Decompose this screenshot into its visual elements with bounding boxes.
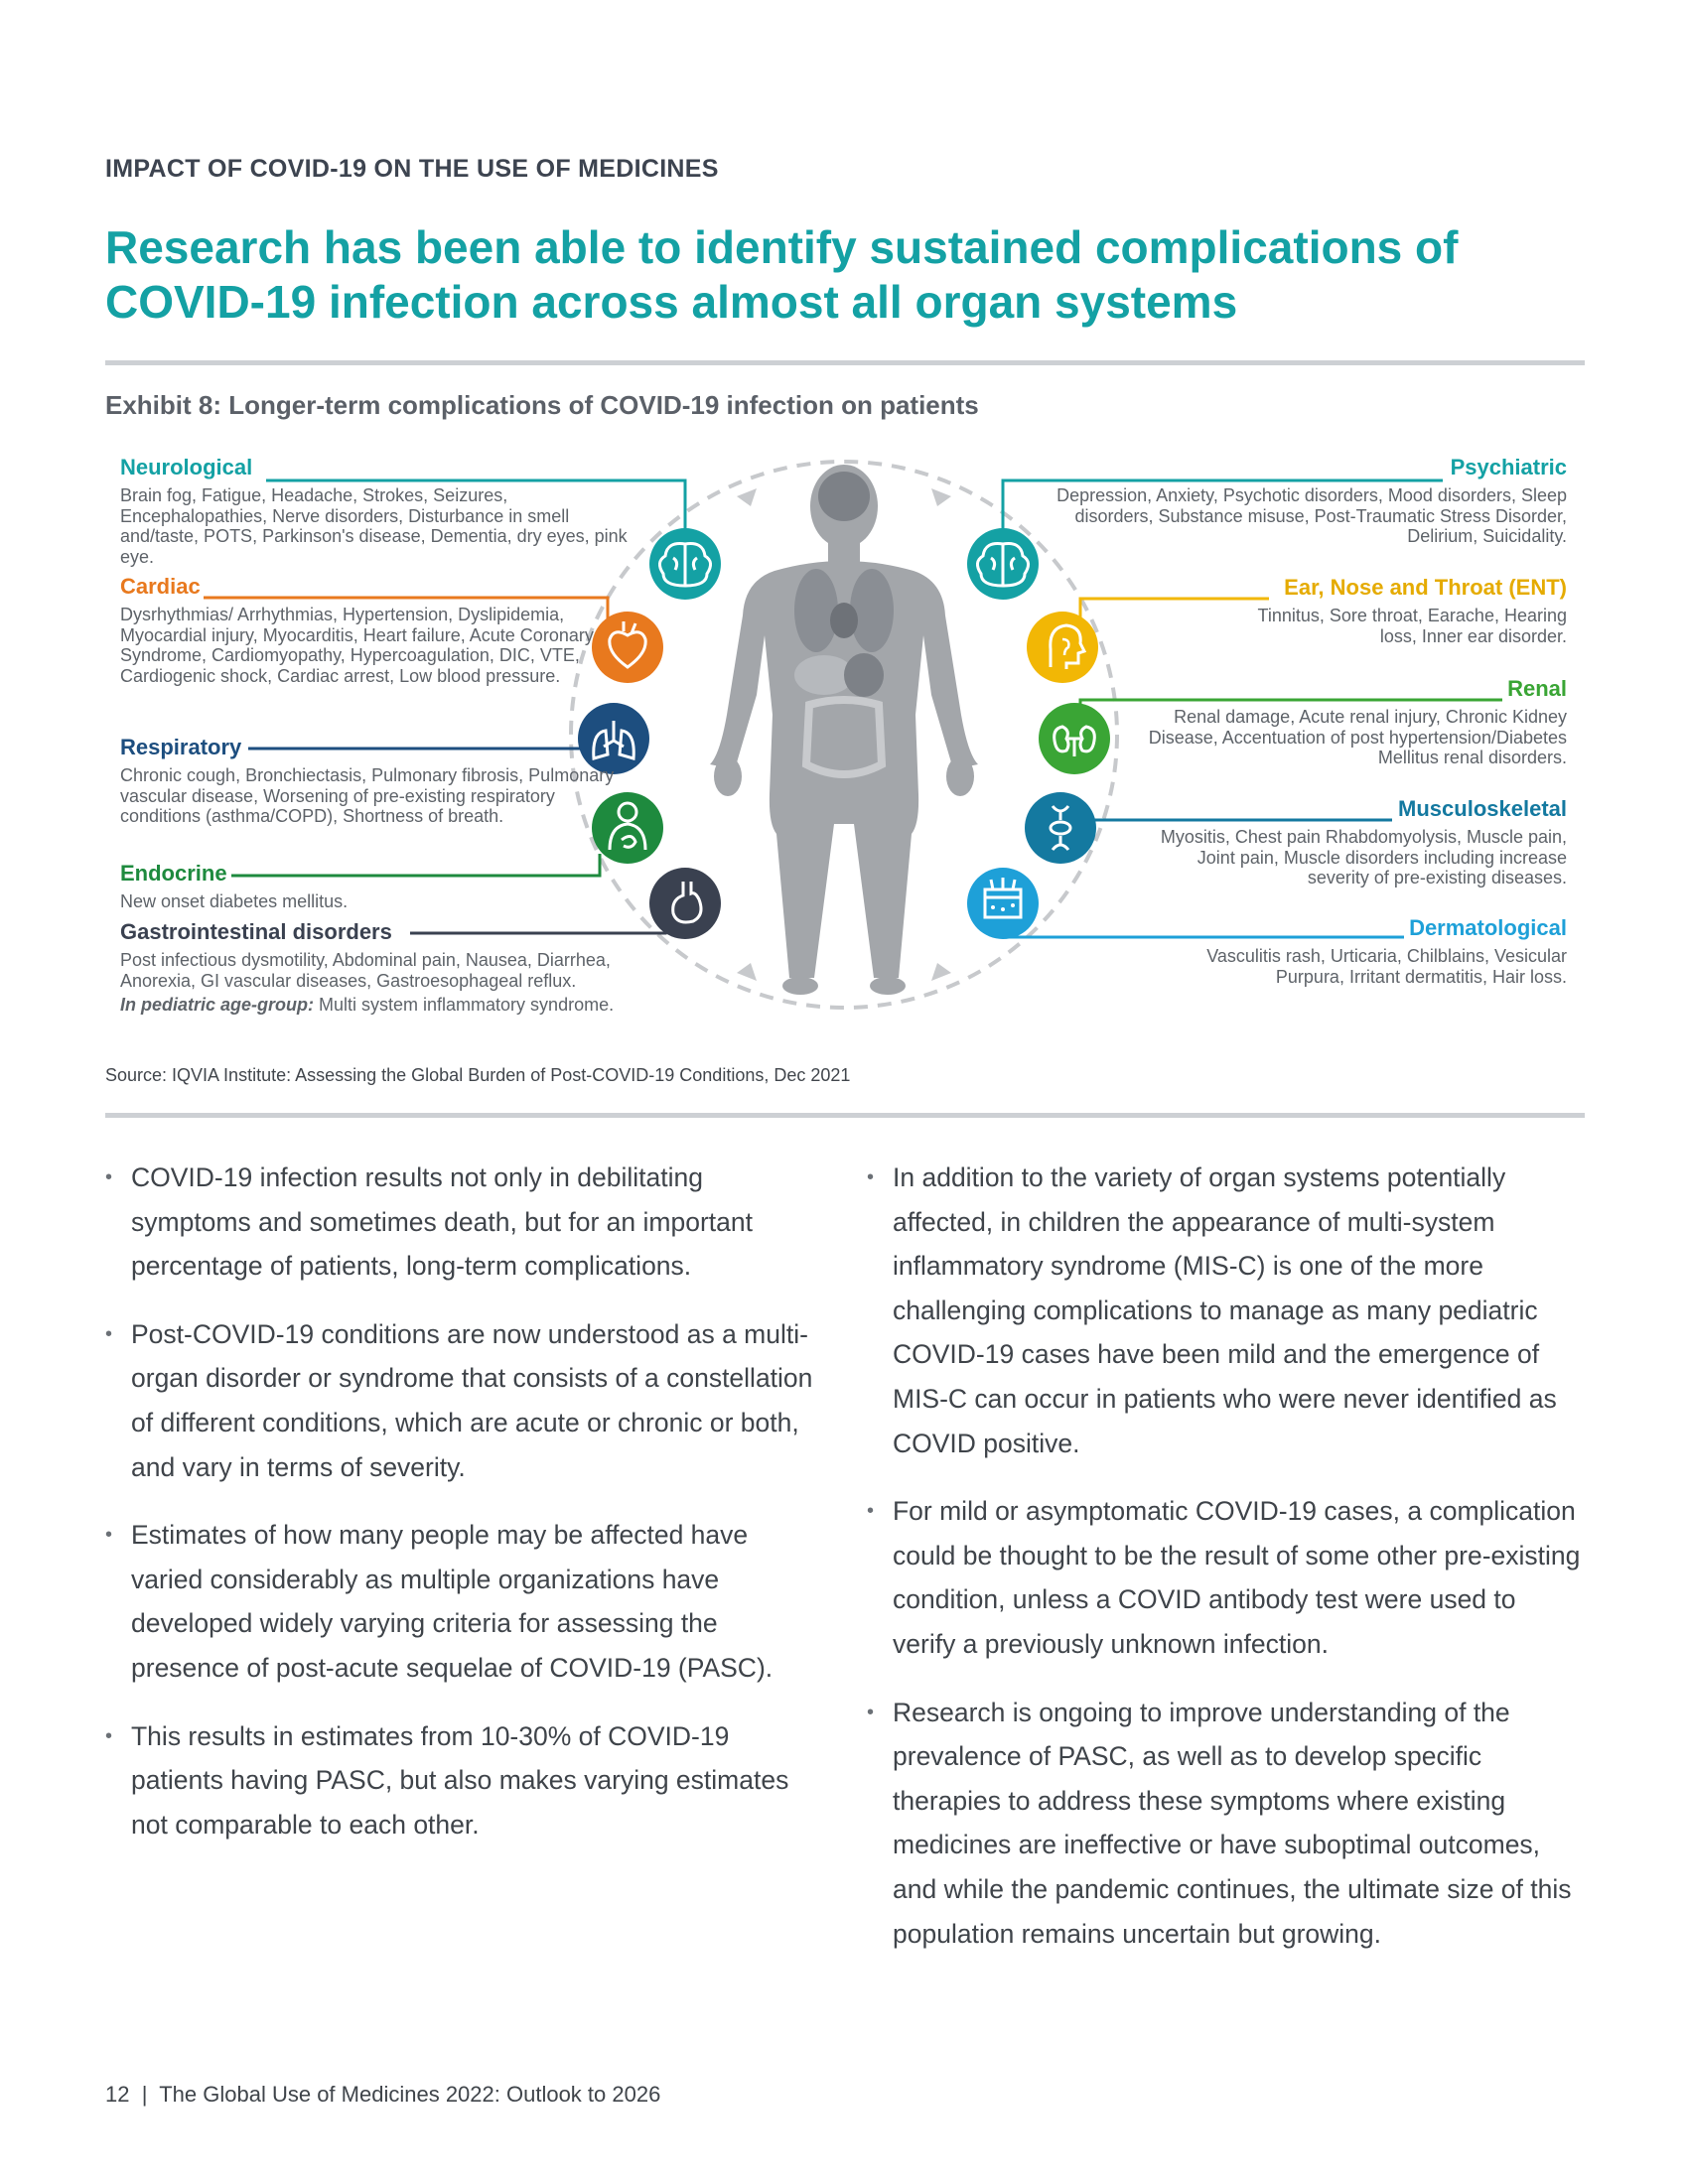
stomach-organ xyxy=(844,653,884,697)
bullet-text: This results in estimates from 10-30% of COVID-19 patients having PASC, but also makes varying estimates not comparable to each other. xyxy=(131,1720,789,1840)
category-description: Renal damage, Acute renal injury, Chronic Kidney Disease, Accentuation of post hypertension/Diabetes Mellitus renal disorders. xyxy=(1148,707,1567,767)
bullets-left-column xyxy=(105,1156,820,1870)
bullet-item xyxy=(105,1513,820,1690)
category-psychiatric xyxy=(1011,455,1567,547)
stomach-icon xyxy=(649,868,721,939)
category-title: Cardiac xyxy=(120,574,201,599)
category-neurological xyxy=(120,455,636,567)
exhibit-title: Exhibit 8: Longer-term complications of COVID-19 infection on patients xyxy=(105,390,979,420)
category-description: Brain fog, Fatigue, Headache, Strokes, Seizures, Encephalopathies, Nerve disorders, Disturbance in smell and/taste, POTS, Parkinson's disease, Dementia, dry eyes, pink eye. xyxy=(120,485,628,567)
category-description: Vasculitis rash, Urticaria, Chilblains, Vesicular Purpura, Irritant dermatitis, Hair loss. xyxy=(1206,946,1567,987)
bullet-dot: • xyxy=(105,1524,113,1547)
category-description: New onset diabetes mellitus. xyxy=(120,891,349,911)
bullet-item xyxy=(105,1156,820,1289)
category-description: Depression, Anxiety, Psychotic disorders, Mood disorders, Sleep disorders, Substance misuse, Post-Traumatic Stress Disorder, Delirium, Suicidality. xyxy=(1056,485,1567,546)
head-ear-icon xyxy=(1027,612,1098,683)
heart-organ xyxy=(830,603,858,638)
category-title: Endocrine xyxy=(120,861,227,886)
skin-icon xyxy=(967,868,1039,939)
category-title: Neurological xyxy=(120,455,253,479)
category-description: Myositis, Chest pain Rhabdomyolysis, Muscle pain, Joint pain, Muscle disorders including increase severity of pre-existing diseases. xyxy=(1160,827,1567,887)
page-footer: 12 | The Global Use of Medicines 2022: Outlook to 2026 xyxy=(105,2082,661,2107)
category-description: Tinnitus, Sore throat, Earache, Hearing loss, Inner ear disorder. xyxy=(1257,606,1567,646)
bullet-item xyxy=(105,1312,820,1489)
bullet-dot: • xyxy=(867,1701,875,1723)
category-renal xyxy=(1130,676,1567,768)
page-headline: Research has been able to identify sustained complications of COVID-19 infection across almost all organ systems xyxy=(105,221,1459,328)
bullet-text: Post-COVID-19 conditions are now understood as a multi-organ disorder or syndrome that consists of a constellation of different conditions, which are acute or chronic or both, and vary in terms of severity. xyxy=(131,1318,813,1482)
human-body-figure xyxy=(710,465,978,995)
right-lung xyxy=(850,569,894,652)
pediatric-note xyxy=(120,995,614,1016)
bullet-item xyxy=(105,1714,820,1847)
category-dermatological xyxy=(1150,915,1567,987)
bullet-dot: • xyxy=(105,1322,113,1345)
pediatric-text: Multi system inflammatory syndrome. xyxy=(314,995,615,1015)
category-description: Post infectious dysmotility, Abdominal pain, Nausea, Diarrhea, Anorexia, GI vascular diseases, Gastroesophageal reflux. xyxy=(120,950,611,991)
section-label: IMPACT OF COVID-19 ON THE USE OF MEDICINES xyxy=(105,155,719,183)
source-note: Source: IQVIA Institute: Assessing the Global Burden of Post-COVID-19 Conditions, Dec 2021 xyxy=(105,1065,851,1085)
category-musculoskeletal xyxy=(1150,796,1567,888)
category-cardiac xyxy=(120,574,636,686)
bullet-text: Research is ongoing to improve understanding of the prevalence of PASC, as well as to develop specific therapies to address these symptoms where existing medicines are ineffective or have suboptimal outcomes, and while the pandemic continues, the ultimate size of this population remains uncertain but growing. xyxy=(893,1697,1572,1949)
bullet-text: Estimates of how many people may be affected have varied considerably as multiple organizations have developed widely varying criteria for assessing the presence of post-acute sequelae of COVID-19 (PASC). xyxy=(131,1520,774,1683)
category-respiratory xyxy=(120,735,636,827)
kidneys-icon xyxy=(1039,703,1110,774)
category-endocrine xyxy=(120,861,636,912)
bullet-text: For mild or asymptomatic COVID-19 cases, a complication could be thought to be the result of some other pre-existing condition, unless a COVID antibody test were used to verify a previously unknown infection. xyxy=(893,1496,1581,1659)
category-description: Chronic cough, Bronchiectasis, Pulmonary fibrosis, Pulmonary vascular disease, Worsening of pre-existing respiratory conditions (asthma/COPD), Shortness of breath. xyxy=(120,765,615,826)
brain-icon xyxy=(649,528,721,600)
category-title: Respiratory xyxy=(120,735,242,759)
category-description: Dysrhythmias/ Arrhythmias, Hypertension, Dyslipidemia, Myocardial injury, Myocarditis, Heart failure, Acute Coronary Syndrome, Cardiomyopathy, Hypercoagulation, DIC, VTE, Cardiogenic shock, Cardiac arrest, Low blood pressure. xyxy=(120,605,594,686)
category-title: Musculoskeletal xyxy=(1398,796,1567,821)
category-title: Renal xyxy=(1507,676,1567,701)
category-title: Psychiatric xyxy=(1450,455,1567,479)
bottom-divider xyxy=(105,1113,1585,1118)
bullet-item xyxy=(867,1156,1582,1465)
bullet-text: In addition to the variety of organ systems potentially affected, in children the appearance of multi-system inflammatory syndrome (MIS-C) is one of the more challenging complications to manage as many pediatric COVID-19 cases have been mild and the emergence of MIS-C can occur in patients who were never identified as COVID positive. xyxy=(893,1162,1557,1458)
category-ent xyxy=(1239,575,1567,646)
bullet-item xyxy=(867,1489,1582,1666)
bullet-item xyxy=(867,1691,1582,1957)
bullet-text: COVID-19 infection results not only in debilitating symptoms and sometimes death, but for an important percentage of patients, long-term complications. xyxy=(131,1162,753,1282)
bullet-dot: • xyxy=(867,1166,875,1188)
pediatric-label: In pediatric age-group: xyxy=(120,995,315,1015)
bullet-dot: • xyxy=(105,1166,113,1188)
brain-organ xyxy=(818,472,870,521)
category-gastrointestinal xyxy=(120,919,636,991)
bullet-dot: • xyxy=(867,1500,875,1523)
category-title: Ear, Nose and Throat (ENT) xyxy=(1284,575,1567,600)
left-lung xyxy=(794,569,838,652)
category-title: Gastrointestinal disorders xyxy=(120,919,392,944)
category-title: Dermatological xyxy=(1409,915,1567,940)
bullet-dot: • xyxy=(105,1724,113,1747)
bullets-right-column xyxy=(867,1156,1582,1979)
joint-icon xyxy=(1025,792,1096,864)
